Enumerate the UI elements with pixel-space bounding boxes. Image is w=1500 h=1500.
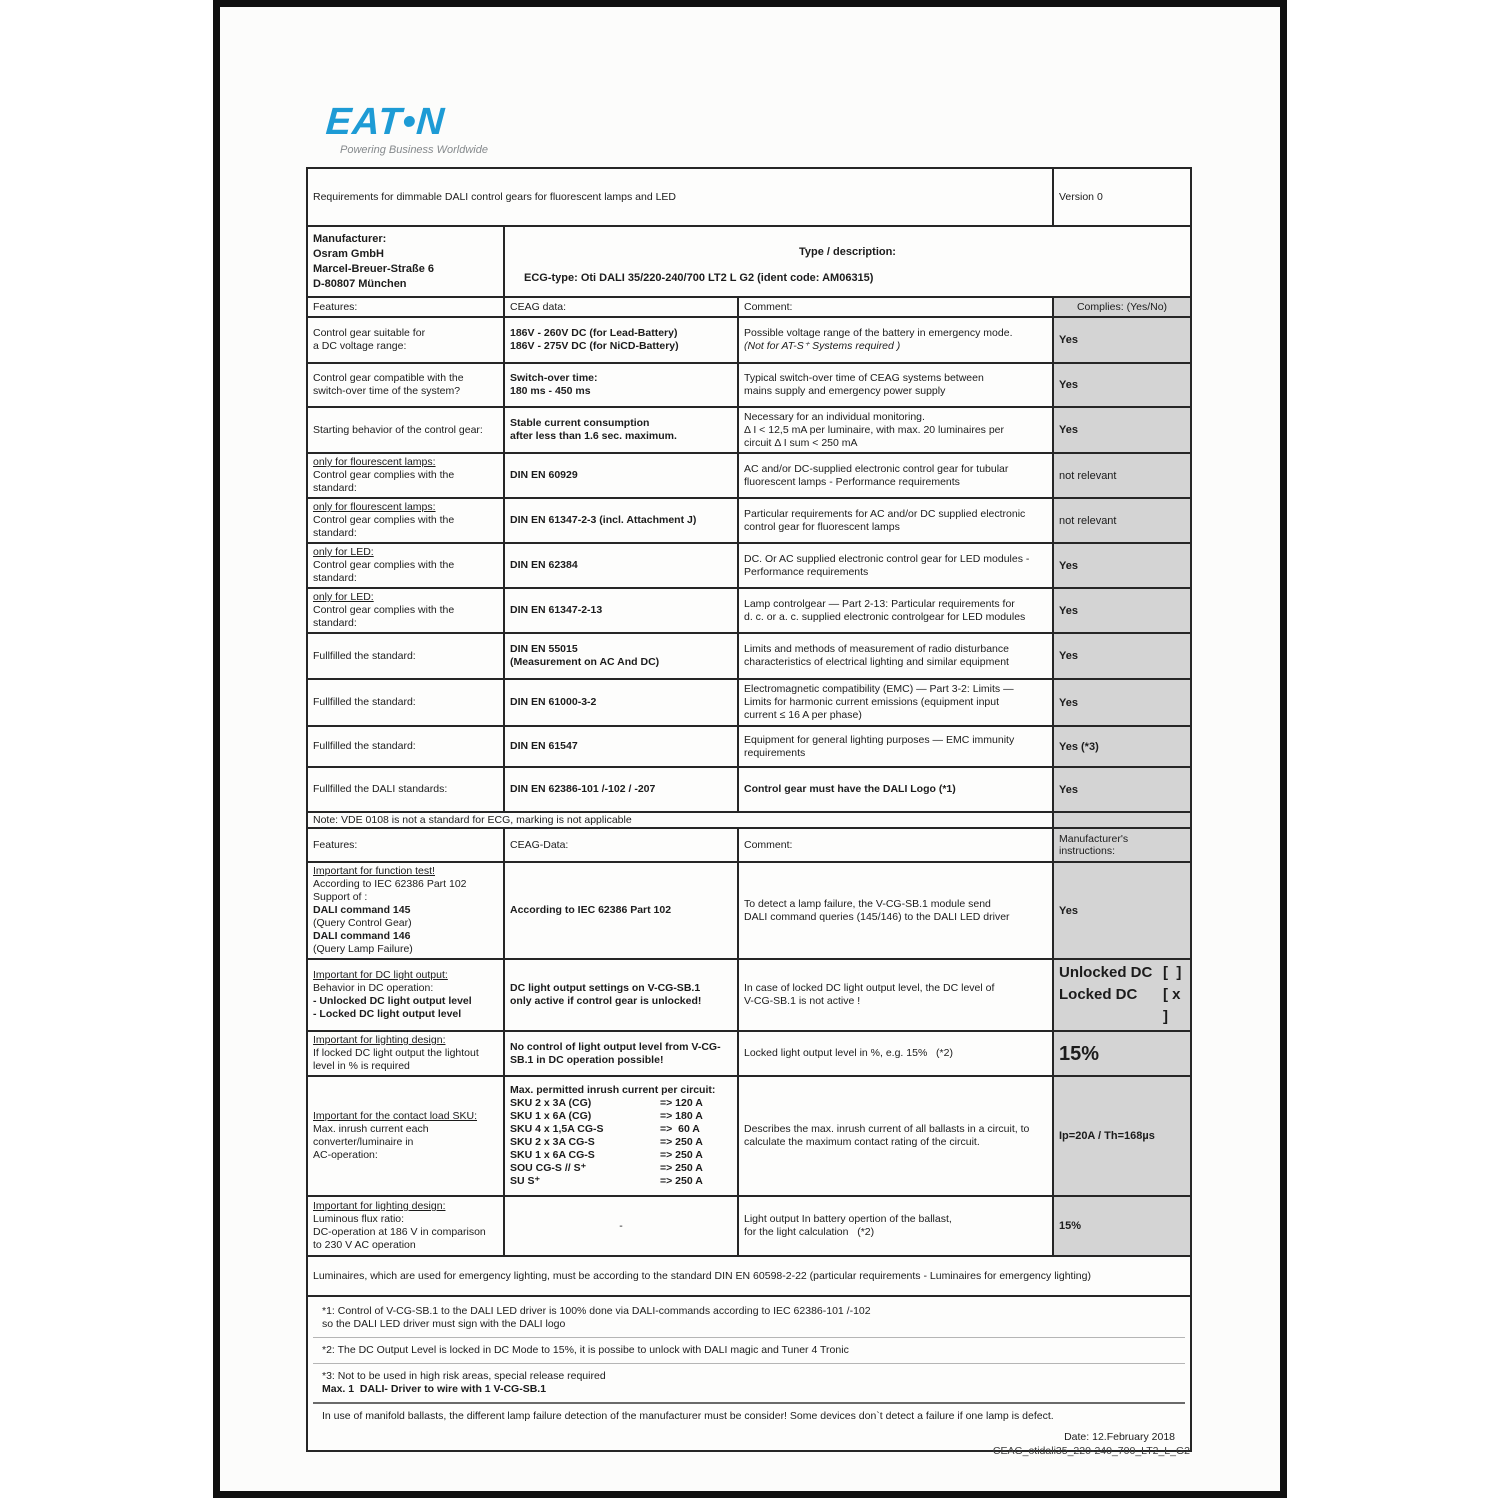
manufacturers-instructions-cell — [1053, 959, 1191, 1031]
text-line: Behavior in DC operation: — [313, 982, 434, 994]
complies-cell — [1053, 363, 1191, 407]
text-line: Possible voltage range of the battery in emergency mode. — [744, 327, 1013, 339]
text-line: No control of light output level from V-CG- — [510, 1040, 721, 1053]
features-cell — [307, 498, 504, 543]
features-cell — [307, 959, 504, 1031]
text-line: (Not for AT-S⁺ Systems required ) — [744, 340, 901, 352]
text-line: Switch-over time: — [510, 372, 598, 384]
features-cell — [307, 1076, 504, 1196]
document-page — [213, 0, 1287, 1498]
text-line: Yes — [1059, 783, 1078, 796]
text-segment: Locked DC — [1059, 986, 1138, 1003]
text-line: Stable current consumption — [510, 417, 650, 429]
text-line: mains supply and emergency power supply — [744, 385, 946, 397]
features-cell — [307, 453, 504, 498]
text-line: Particular requirements for AC and/or DC supplied electronic — [744, 507, 1026, 520]
table-row — [307, 317, 1191, 363]
text-line: only active if control gear is unlocked! — [510, 995, 702, 1007]
table1-header-row — [307, 297, 1191, 317]
title-row — [307, 168, 1191, 226]
column-header: Comment: — [738, 828, 1053, 862]
text-line: DIN EN 62386-101 /-102 / -207 — [510, 783, 656, 795]
text-line: SB.1 in DC operation possible! — [510, 1053, 664, 1066]
features-cell — [307, 363, 504, 407]
features-cell — [307, 679, 504, 726]
text-line: d. c. or a. c. supplied electronic controlgear for LED modules — [744, 610, 1026, 623]
features-cell — [307, 588, 504, 633]
text-line: Max. permitted inrush current per circuit: — [510, 1084, 716, 1096]
text-line: (Query Lamp Failure) — [313, 943, 413, 955]
text-segment: => 250 A — [660, 1175, 703, 1187]
text-line: V-CG-SB.1 is not active ! — [744, 995, 861, 1007]
text-line: Luminous flux ratio: — [313, 1213, 405, 1225]
comment-cell — [738, 767, 1053, 812]
text-line: - — [619, 1219, 623, 1232]
features-cell — [307, 726, 504, 767]
text-line: Important for lighting design: — [313, 1034, 446, 1046]
table-row — [307, 726, 1191, 767]
ceag-data-cell — [504, 862, 738, 959]
footnote-line: In use of manifold ballasts, the different lamp failure detection of the manufacturer must be consider! Some devices don`t detect a failure if one lamp is defect. — [322, 1410, 1054, 1422]
column-header: Features: — [307, 297, 504, 317]
eaton-tagline: Powering Business Worldwide — [340, 144, 488, 156]
text-line: circuit Δ I sum < 250 mA — [744, 436, 858, 449]
text-line: (Measurement on AC And DC) — [510, 656, 660, 668]
ceag-data-cell — [504, 1196, 738, 1256]
text-line: Necessary for an individual monitoring. — [744, 410, 925, 423]
comment-cell — [738, 1076, 1053, 1196]
text-line: To detect a lamp failure, the V-CG-SB.1 module send — [744, 897, 991, 910]
text-line — [510, 1136, 732, 1149]
text-line: Yes — [1059, 379, 1078, 391]
manufacturer-line: Manufacturer: — [313, 232, 387, 245]
column-header: CEAG-Data: — [504, 828, 738, 862]
table-row — [307, 407, 1191, 453]
eaton-logo: EAT•N — [324, 101, 447, 143]
manufacturer-block — [307, 226, 504, 297]
text-line: only for LED: — [313, 591, 374, 603]
features-cell — [307, 633, 504, 679]
manufacturer-line: Marcel-Breuer-Straße 6 — [313, 262, 435, 275]
text-line: Yes (*3) — [1059, 740, 1099, 753]
text-segment: SOU CG-S // S⁺ — [510, 1162, 587, 1174]
footnote-group — [313, 1299, 1185, 1337]
comment-cell — [738, 363, 1053, 407]
ceag-data-cell — [504, 726, 738, 767]
text-segment: => 250 A — [660, 1149, 703, 1161]
table-row — [307, 1076, 1191, 1196]
text-line: Lamp controlgear — Part 2-13: Particular requirements for — [744, 597, 1015, 610]
text-segment: [ ] — [1163, 964, 1182, 981]
text-line: DIN EN 61347-2-13 — [510, 604, 603, 616]
ceag-data-cell — [504, 363, 738, 407]
footnote-group — [313, 1402, 1185, 1429]
text-line: AC-operation: — [313, 1149, 378, 1161]
comment-cell — [738, 453, 1053, 498]
text-line: standard: — [313, 572, 357, 584]
text-line: for the light calculation (*2) — [744, 1226, 875, 1238]
text-line — [510, 1162, 732, 1175]
footnote-line: Max. 1 DALI- Driver to wire with 1 V-CG-SB.1 — [322, 1383, 547, 1395]
footnotes-row — [307, 1296, 1191, 1451]
text-line: Control gear must have the DALI Logo (*1) — [744, 783, 956, 795]
text-line: Important for function test! — [313, 865, 435, 877]
complies-cell — [1053, 453, 1191, 498]
text-line — [510, 1149, 732, 1162]
text-line: - Unlocked DC light output level — [313, 995, 472, 1007]
page-title: Requirements for dimmable DALI control gears for fluorescent lamps and LED — [307, 168, 1053, 226]
text-segment: Unlocked DC — [1059, 964, 1153, 981]
text-line: Important for DC light output: — [313, 969, 448, 981]
manufacturer-line: D-80807 München — [313, 277, 407, 290]
text-line: - Locked DC light output level — [313, 1008, 462, 1020]
text-line: 180 ms - 450 ms — [510, 385, 591, 397]
manufacturers-instructions-cell — [1053, 1076, 1191, 1196]
text-line: Ip=20A / Th=168µs — [1059, 1130, 1155, 1142]
complies-cell — [1053, 407, 1191, 453]
complies-cell — [1053, 543, 1191, 588]
version-label: Version 0 — [1053, 168, 1191, 226]
text-line: Control gear suitable for — [313, 327, 426, 339]
text-segment: => 120 A — [660, 1097, 703, 1109]
complies-cell — [1053, 317, 1191, 363]
header-line: Manufacturer's — [1059, 833, 1129, 845]
text-line: 15% — [1059, 1220, 1082, 1232]
luminaires-note-row — [307, 1256, 1191, 1296]
ecg-type-value: ECG-type: Oti DALI 35/220-240/700 LT2 L G2 (ident code: AM06315) — [524, 271, 874, 284]
text-line: standard: — [313, 482, 357, 494]
note-row — [307, 812, 1191, 828]
text-line: Important for the contact load SKU: — [313, 1110, 478, 1122]
text-line: control gear for fluorescent lamps — [744, 520, 900, 533]
text-line: Limits for harmonic current emissions (equipment input — [744, 696, 1000, 708]
text-line: According to IEC 62386 Part 102 — [510, 904, 672, 916]
table-row — [307, 1196, 1191, 1256]
table-row — [307, 633, 1191, 679]
text-line: Fullfilled the standard: — [313, 649, 416, 662]
text-segment: => 180 A — [660, 1110, 703, 1122]
footnotes-block — [307, 1296, 1191, 1451]
text-line: only for LED: — [313, 546, 374, 558]
manufacturer-row — [307, 226, 1191, 297]
text-line: DC light output settings on V-CG-SB.1 — [510, 982, 701, 994]
text-line: converter/luminaire in — [313, 1136, 414, 1148]
column-header: Comment: — [738, 297, 1053, 317]
text-line: to 230 V AC operation — [313, 1239, 416, 1251]
text-line: current ≤ 16 A per phase) — [744, 709, 862, 721]
text-line: standard: — [313, 527, 357, 539]
text-line: In case of locked DC light output level, the DC level of — [744, 982, 995, 994]
footnote-line: *1: Control of V-CG-SB.1 to the DALI LED driver is 100% done via DALI-commands according to IEC 62386-101 /-102 — [322, 1305, 871, 1317]
text-line: Control gear complies with the — [313, 469, 455, 481]
text-line: DIN EN 60929 — [510, 469, 578, 481]
text-line: Fullfilled the standard: — [313, 696, 416, 708]
text-line: DC-operation at 186 V in comparison — [313, 1226, 486, 1238]
text-line: not relevant — [1059, 469, 1117, 482]
comment-cell — [738, 498, 1053, 543]
text-segment: SU S⁺ — [510, 1175, 541, 1187]
table-row — [307, 679, 1191, 726]
ceag-data-cell — [504, 543, 738, 588]
text-line: Yes — [1059, 604, 1078, 617]
column-header: CEAG data: — [504, 297, 738, 317]
text-segment: => 60 A — [660, 1123, 700, 1135]
complies-cell — [1053, 498, 1191, 543]
manufacturers-instructions-cell — [1053, 862, 1191, 959]
ceag-data-cell — [504, 959, 738, 1031]
complies-cell — [1053, 588, 1191, 633]
text-line: If locked DC light output the lightout — [313, 1047, 479, 1059]
text-line: According to IEC 62386 Part 102 — [313, 878, 467, 890]
text-line: Control gear complies with the — [313, 514, 455, 526]
text-line: after less than 1.6 sec. maximum. — [510, 430, 677, 442]
requirements-table — [306, 167, 1192, 1452]
table-row — [307, 453, 1191, 498]
text-line: (Query Control Gear) — [313, 917, 412, 929]
date-label: Date: 12.February 2018 — [1064, 1431, 1175, 1443]
table2-header-row — [307, 828, 1191, 862]
text-line — [510, 1110, 732, 1123]
ceag-data-cell — [504, 588, 738, 633]
text-line: Limits and methods of measurement of radio disturbance — [744, 643, 1009, 655]
text-segment: SKU 2 x 3A (CG) — [510, 1097, 592, 1109]
comment-cell — [738, 588, 1053, 633]
features-cell — [307, 767, 504, 812]
ceag-data-cell — [504, 1031, 738, 1076]
text-line: Important for lighting design: — [313, 1200, 446, 1212]
manufacturers-instructions-cell — [1053, 1196, 1191, 1256]
text-line: DIN EN 61000-3-2 — [510, 696, 597, 708]
text-line: calculate the maximum contact rating of the circuit. — [744, 1136, 980, 1148]
features-cell — [307, 407, 504, 453]
ceag-data-cell — [504, 679, 738, 726]
text-line: a DC voltage range: — [313, 340, 407, 352]
text-line: not relevant — [1059, 514, 1117, 527]
text-line: Yes — [1059, 904, 1078, 917]
complies-cell — [1053, 726, 1191, 767]
comment-cell — [738, 862, 1053, 959]
table-row — [307, 1031, 1191, 1076]
features-cell — [307, 543, 504, 588]
comment-cell — [738, 317, 1053, 363]
text-line: DALI command queries (145/146) to the DALI LED driver — [744, 910, 1010, 923]
text-line: Starting behavior of the control gear: — [313, 423, 483, 436]
footnote-group — [313, 1363, 1185, 1402]
text-line — [510, 1175, 732, 1188]
text-segment: SKU 4 x 1,5A CG-S — [510, 1123, 604, 1135]
text-line — [510, 1123, 732, 1136]
footnote-line: *3: Not to be used in high risk areas, special release required — [322, 1370, 606, 1382]
text-line: Performance requirements — [744, 565, 869, 578]
vde-note: Note: VDE 0108 is not a standard for ECG, marking is not applicable — [307, 812, 1053, 828]
footnote-line: so the DALI LED driver must sign with the DALI logo — [322, 1318, 566, 1330]
text-line: Describes the max. inrush current of all ballasts in a circuit, to — [744, 1123, 1030, 1135]
text-line: AC and/or DC-supplied electronic control gear for tubular — [744, 462, 1009, 475]
text-line: DIN EN 62384 — [510, 559, 578, 571]
table-row — [307, 767, 1191, 812]
text-line: Equipment for general lighting purposes — EMC immunity — [744, 733, 1015, 746]
text-segment: => 250 A — [660, 1162, 703, 1174]
manufacturer-line: Osram GmbH — [313, 247, 384, 260]
text-line: Yes — [1059, 334, 1078, 346]
text-line — [1059, 984, 1185, 1028]
header-line: instructions: — [1059, 845, 1116, 857]
text-line: Light output In battery opertion of the ballast, — [744, 1213, 952, 1225]
comment-cell — [738, 679, 1053, 726]
features-cell — [307, 1031, 504, 1076]
comment-cell — [738, 407, 1053, 453]
text-line: Yes — [1059, 650, 1078, 662]
text-line: Yes — [1059, 696, 1078, 709]
footnote-line: *2: The DC Output Level is locked in DC Mode to 15%, it is possibe to unlock with DALI magic and Tuner 4 Tronic — [322, 1344, 849, 1356]
text-line: 15% — [1059, 1042, 1100, 1065]
comment-cell — [738, 726, 1053, 767]
manufacturers-instructions-cell — [1053, 1031, 1191, 1076]
features-cell — [307, 1196, 504, 1256]
text-line: Fullfilled the DALI standards: — [313, 783, 448, 795]
comment-cell — [738, 1031, 1053, 1076]
text-line: DIN EN 61547 — [510, 740, 578, 752]
text-line: switch-over time of the system? — [313, 385, 461, 397]
text-line: only for flourescent lamps: — [313, 501, 436, 513]
table-row — [307, 588, 1191, 633]
text-line — [1059, 962, 1185, 984]
comment-cell — [738, 633, 1053, 679]
text-line: Δ I < 12,5 mA per luminaire, with max. 20 luminaires per — [744, 423, 1005, 436]
ceag-data-cell — [504, 407, 738, 453]
comment-cell — [738, 959, 1053, 1031]
document-filename: CEAG_otidali35_220-240_700_LT2_L_G2 — [992, 1445, 1190, 1457]
text-line: Yes — [1059, 559, 1078, 572]
text-line: Typical switch-over time of CEAG systems between — [744, 372, 984, 384]
table-row — [307, 959, 1191, 1031]
column-header: Complies: (Yes/No) — [1053, 297, 1191, 317]
comment-cell — [738, 1196, 1053, 1256]
comment-cell — [738, 543, 1053, 588]
eaton-logo-block — [326, 103, 488, 156]
text-line: DIN EN 61347-2-3 (incl. Attachment J) — [510, 514, 697, 526]
text-line: DIN EN 55015 — [510, 643, 578, 655]
ceag-data-cell — [504, 317, 738, 363]
luminaires-note: Luminaires, which are used for emergency lighting, must be according to the standard DIN EN 60598-2-22 (particular requirements - Luminaires for emergency lighting) — [307, 1256, 1191, 1296]
ceag-data-cell — [504, 498, 738, 543]
type-description-cell — [504, 226, 1191, 297]
features-cell — [307, 862, 504, 959]
table-row — [307, 363, 1191, 407]
footnote-group — [313, 1337, 1185, 1363]
table-row — [307, 498, 1191, 543]
text-segment: [ x ] — [1163, 986, 1185, 1025]
text-line: requirements — [744, 746, 806, 759]
column-header: Features: — [307, 828, 504, 862]
ceag-data-cell — [504, 1076, 738, 1196]
text-line: Support of : — [313, 891, 368, 903]
table-row — [307, 862, 1191, 959]
text-line: 186V - 275V DC (for NiCD-Battery) — [510, 340, 679, 352]
text-line: only for flourescent lamps: — [313, 456, 436, 468]
ceag-data-cell — [504, 633, 738, 679]
text-line: Locked light output level in %, e.g. 15% (*2) — [744, 1047, 953, 1059]
text-line: Control gear compatible with the — [313, 372, 464, 384]
text-line: Max. inrush current each — [313, 1123, 429, 1135]
text-segment: SKU 2 x 3A CG-S — [510, 1136, 595, 1148]
note-complies-spacer — [1053, 812, 1191, 828]
text-line: Yes — [1059, 424, 1078, 436]
text-line: characteristics of electrical lighting and similar equipment — [744, 656, 1009, 668]
type-description-label: Type / description: — [799, 245, 896, 258]
text-line: DALI command 146 — [313, 930, 411, 942]
text-line: fluorescent lamps - Performance requirements — [744, 475, 960, 488]
complies-cell — [1053, 767, 1191, 812]
text-line: level in % is required — [313, 1060, 410, 1072]
text-segment: SKU 1 x 6A CG-S — [510, 1149, 595, 1161]
text-line: 186V - 260V DC (for Lead-Battery) — [510, 327, 678, 339]
complies-cell — [1053, 633, 1191, 679]
ceag-data-cell — [504, 767, 738, 812]
text-line: Electromagnetic compatibility (EMC) — Part 3-2: Limits — — [744, 683, 1014, 695]
text-line: DALI command 145 — [313, 904, 411, 916]
ceag-data-cell — [504, 453, 738, 498]
text-line: DC. Or AC supplied electronic control gear for LED modules - — [744, 552, 1030, 565]
manufacturers-instructions-header — [1053, 828, 1191, 862]
complies-cell — [1053, 679, 1191, 726]
text-line — [510, 1097, 732, 1110]
text-line: standard: — [313, 617, 357, 629]
text-line: Fullfilled the standard: — [313, 740, 416, 752]
text-segment: SKU 1 x 6A (CG) — [510, 1110, 592, 1122]
text-line: Control gear complies with the — [313, 604, 455, 616]
text-segment: => 250 A — [660, 1136, 703, 1148]
text-line: Control gear complies with the — [313, 559, 455, 571]
table-row — [307, 543, 1191, 588]
features-cell — [307, 317, 504, 363]
